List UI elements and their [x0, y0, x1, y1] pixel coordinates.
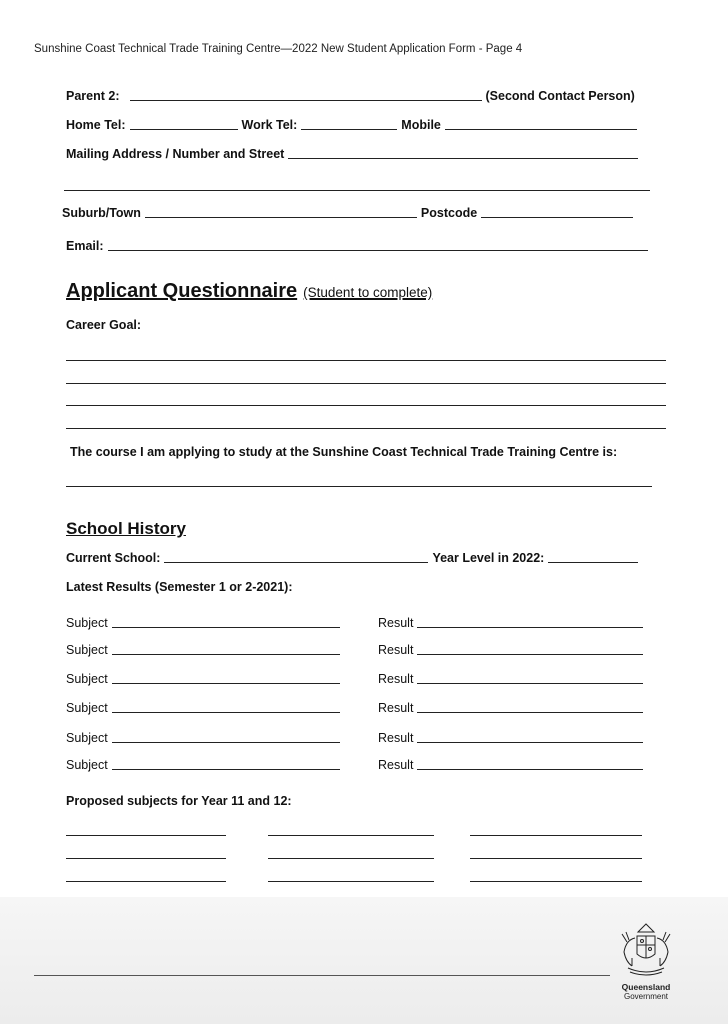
- subject-field[interactable]: [112, 671, 340, 684]
- parent2-name-field[interactable]: [130, 88, 482, 101]
- questionnaire-title: Applicant Questionnaire: [66, 280, 298, 302]
- year-level-field[interactable]: [548, 550, 638, 563]
- mailing-field[interactable]: [288, 146, 638, 159]
- home-tel-field[interactable]: [130, 117, 238, 130]
- result-field[interactable]: [417, 700, 643, 713]
- email-row: [66, 238, 652, 253]
- subject-label: Subject: [66, 731, 108, 745]
- proposed-subject-field[interactable]: [268, 881, 434, 882]
- mailing-label: Mailing Address / Number and Street: [66, 147, 285, 161]
- postcode-label: Postcode: [420, 206, 478, 220]
- proposed-subject-field[interactable]: [66, 881, 226, 882]
- result-row: [378, 757, 647, 772]
- result-label: Result: [378, 616, 414, 630]
- latest-results-label: Latest Results (Semester 1 or 2-2021):: [66, 580, 293, 594]
- subject-label: Subject: [66, 701, 108, 715]
- subject-row: [66, 757, 344, 772]
- result-label: Result: [378, 643, 414, 657]
- career-goal-line-3[interactable]: [66, 405, 666, 406]
- email-label: Email:: [66, 239, 104, 253]
- subject-row: [66, 700, 344, 715]
- mailing-row: [66, 146, 642, 161]
- result-field[interactable]: [417, 642, 643, 655]
- school-history-title: School History: [66, 519, 186, 538]
- home-tel-label: Home Tel:: [66, 118, 126, 132]
- subject-field[interactable]: [112, 615, 340, 628]
- course-field[interactable]: [66, 486, 652, 487]
- proposed-subjects-label: Proposed subjects for Year 11 and 12:: [66, 794, 292, 808]
- result-field[interactable]: [417, 730, 643, 743]
- result-field[interactable]: [417, 671, 643, 684]
- crest-icon: [618, 918, 674, 978]
- year-level-label: Year Level in 2022:: [432, 551, 545, 565]
- mobile-label: Mobile: [401, 118, 441, 132]
- questionnaire-heading: [66, 280, 432, 303]
- result-field[interactable]: [417, 615, 643, 628]
- proposed-subject-field[interactable]: [268, 835, 434, 836]
- subject-row: [66, 642, 344, 657]
- footer-rule: [34, 975, 610, 976]
- course-question: The course I am applying to study at the Sunshine Coast Technical Trade Training Centre is:: [70, 445, 618, 459]
- work-tel-label: Work Tel:: [241, 118, 298, 132]
- subject-field[interactable]: [112, 642, 340, 655]
- result-label: Result: [378, 672, 414, 686]
- logo-line-1: Queensland: [621, 982, 671, 992]
- subject-field[interactable]: [112, 757, 340, 770]
- questionnaire-subtitle: (Student to complete): [303, 285, 433, 300]
- result-field[interactable]: [417, 757, 643, 770]
- phone-row: [66, 117, 641, 132]
- parent2-label: Parent 2:: [66, 89, 120, 103]
- subject-label: Subject: [66, 643, 108, 657]
- queensland-government-logo: [616, 918, 676, 1018]
- career-goal-line-1[interactable]: [66, 360, 666, 361]
- mailing-field-2[interactable]: [64, 190, 650, 191]
- parent2-suffix: (Second Contact Person): [485, 89, 635, 103]
- result-row: [378, 642, 647, 657]
- proposed-subject-field[interactable]: [66, 835, 226, 836]
- proposed-subject-field[interactable]: [470, 835, 642, 836]
- suburb-field[interactable]: [145, 205, 417, 218]
- proposed-subject-field[interactable]: [470, 858, 642, 859]
- subject-label: Subject: [66, 672, 108, 686]
- subject-field[interactable]: [112, 730, 340, 743]
- suburb-row: [62, 205, 637, 220]
- proposed-subject-field[interactable]: [66, 858, 226, 859]
- subject-row: [66, 730, 344, 745]
- email-field[interactable]: [108, 238, 648, 251]
- result-label: Result: [378, 758, 414, 772]
- proposed-subject-field[interactable]: [470, 881, 642, 882]
- career-goal-line-2[interactable]: [66, 383, 666, 384]
- page-header: Sunshine Coast Technical Trade Training Centre—2022 New Student Application Form - Page 4: [34, 43, 523, 55]
- result-label: Result: [378, 731, 414, 745]
- career-goal-line-4[interactable]: [66, 428, 666, 429]
- mobile-field[interactable]: [445, 117, 637, 130]
- current-school-label: Current School:: [66, 551, 161, 565]
- suburb-label: Suburb/Town: [62, 206, 141, 220]
- proposed-subject-field[interactable]: [268, 858, 434, 859]
- result-label: Result: [378, 701, 414, 715]
- subject-row: [66, 615, 344, 630]
- postcode-field[interactable]: [481, 205, 633, 218]
- parent2-row: [66, 88, 635, 103]
- subject-label: Subject: [66, 616, 108, 630]
- subject-field[interactable]: [112, 700, 340, 713]
- subject-label: Subject: [66, 758, 108, 772]
- career-goal-label: Career Goal:: [66, 318, 142, 332]
- result-row: [378, 671, 647, 686]
- current-school-row: [66, 550, 642, 565]
- subject-row: [66, 671, 344, 686]
- result-row: [378, 700, 647, 715]
- logo-line-2: Government: [623, 992, 669, 1001]
- result-row: [378, 730, 647, 745]
- result-row: [378, 615, 647, 630]
- current-school-field[interactable]: [164, 550, 428, 563]
- work-tel-field[interactable]: [301, 117, 397, 130]
